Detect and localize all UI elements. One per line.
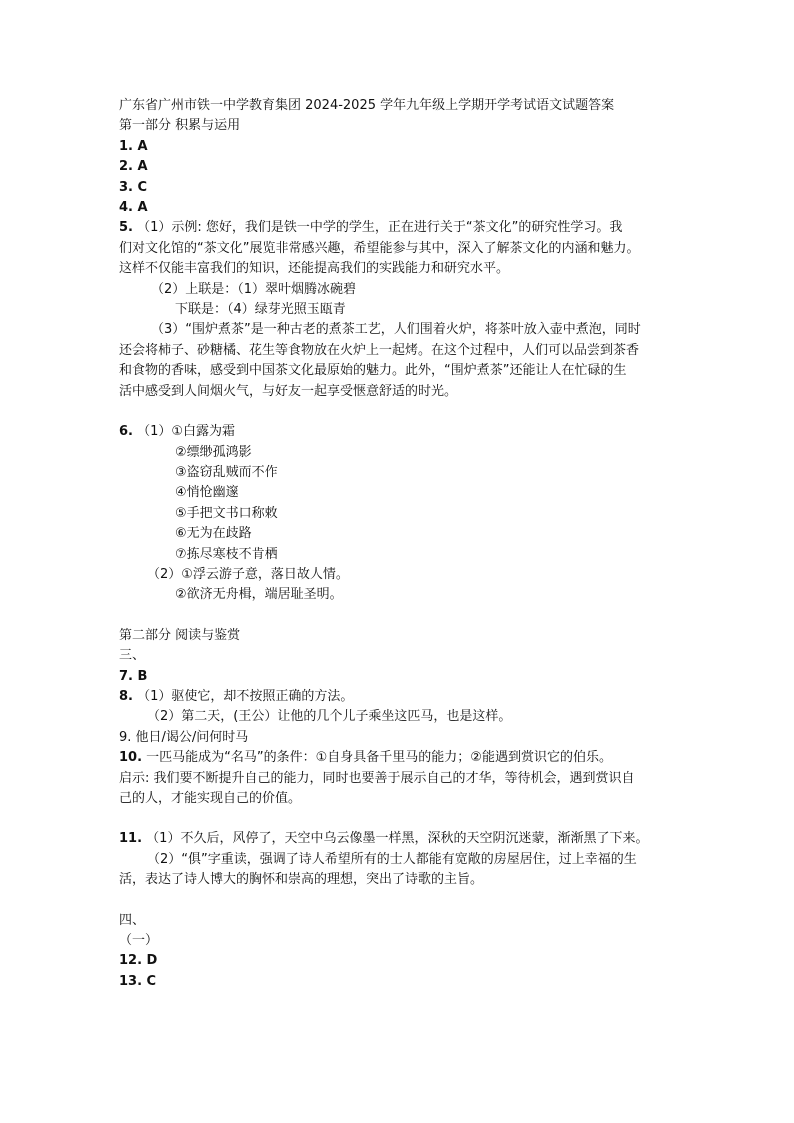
answer-5-part1-line3: 这样不仅能丰富我们的知识，还能提高我们的实践能力和研究水平。 <box>119 261 510 277</box>
answer-8 <box>119 687 689 728</box>
answer-5-part3-line2: 还会将柿子、砂糖橘、花生等食物放在火炉上一起烤。在这个过程中，人们可以品尝到茶香 <box>119 342 640 358</box>
part1-heading: 第一部分 积累与运用 <box>119 118 241 134</box>
answer-8-line1: （1）驱使它，却不按照正确的方法。 <box>137 688 354 704</box>
answer-11-line2: （2）“俱”字重读，强调了诗人希望所有的士人都能有宽敞的房屋居住，过上幸福的生 <box>147 851 637 867</box>
answer-5-part1-line2: 们对文化馆的“茶文化”展览非常感兴趣，希望能参与其中，深入了解茶文化的内涵和魅力。 <box>119 240 640 256</box>
answer-9: 9. 他日/谒公/问何时马 <box>119 729 249 745</box>
answer-6 <box>119 422 689 606</box>
answer-5-part2-line2: 下联是：（4）绿芽光照玉瓯青 <box>175 302 346 318</box>
answer-1: 1. A <box>119 138 148 154</box>
answer-5-part3-line4: 活中感受到人间烟火气，与好友一起享受惬意舒适的时光。 <box>119 383 458 399</box>
answer-12: 12. D <box>119 953 158 969</box>
answer-6-item: ④悄怆幽邃 <box>175 485 239 501</box>
section-4-heading: 四、 <box>119 912 146 928</box>
answer-5-part3-line1: （3）“围炉煮茶”是一种古老的煮茶工艺，人们围着火炉，将茶叶放入壶中煮泡，同时 <box>151 322 641 338</box>
answer-6-part2-line1: （2）①浮云游子意，落日故人情。 <box>147 566 349 582</box>
answer-6-item: ⑦拣尽寒枝不肯栖 <box>175 546 278 562</box>
answer-10-line3: 己的人，才能实现自己的价值。 <box>119 791 302 806</box>
answer-3: 3. C <box>119 179 148 195</box>
answer-6-number: 6. <box>119 424 133 440</box>
answer-6-part1-head: （1）①白露为霜 <box>137 424 236 440</box>
subsection-1-heading: （一） <box>119 933 159 949</box>
answer-8-line2: （2）第二天，(王公）让他的几个儿子乘坐这匹马，也是这样。 <box>147 709 512 725</box>
answer-5-part2-line1: （2）上联是：（1）翠叶烟腾冰碗碧 <box>151 281 357 297</box>
answer-6-item: ⑤手把文书口称敕 <box>175 505 278 521</box>
answer-5-part3-line3: 和食物的香味，感受到中国茶文化最原始的魅力。此外，“围炉煮茶”还能让人在忙碌的生 <box>119 363 627 379</box>
answer-11-line1: （1）不久后，风停了，天空中乌云像墨一样黑，深秋的天空阴沉迷蒙，渐渐黑了下来。 <box>146 831 649 847</box>
answer-2: 2. A <box>119 159 148 175</box>
answer-6-part2-line2: ②欲济无舟楫，端居耻圣明。 <box>175 587 343 603</box>
answer-11 <box>119 829 689 890</box>
answer-6-item: ⑥无为在歧路 <box>175 526 252 542</box>
answer-5-number: 5. <box>119 220 133 236</box>
document-title: 广东省广州市铁一中学教育集团 2024-2025 学年九年级上学期开学考试语文试题答案 <box>119 98 615 113</box>
answer-10-line1: 一匹马能成为“名马”的条件：①自身具备千里马的能力；②能遇到赏识它的伯乐。 <box>146 750 612 766</box>
answer-4: 4. A <box>119 200 148 216</box>
answer-10 <box>119 748 689 809</box>
answer-13: 13. C <box>119 973 157 989</box>
answer-7: 7. B <box>119 668 148 684</box>
answer-11-number: 11. <box>119 831 143 847</box>
answer-6-item: ②缥缈孤鸿影 <box>175 444 252 460</box>
answer-10-number: 10. <box>119 750 143 766</box>
section-3-heading: 三、 <box>119 648 146 664</box>
answer-5 <box>119 218 689 402</box>
answer-6-item: ③盗窃乱贼而不作 <box>175 464 278 480</box>
answer-8-number: 8. <box>119 688 133 704</box>
answer-10-line2: 启示: 我们要不断提升自己的能力，同时也要善于展示自己的才华，等待机会，遇到赏识自 <box>119 770 635 786</box>
answer-11-line3: 活，表达了诗人博大的胸怀和崇高的理想，突出了诗歌的主旨。 <box>119 872 484 888</box>
part2-heading: 第二部分 阅读与鉴赏 <box>119 627 241 643</box>
answer-5-part1-line1: （1）示例: 您好，我们是铁一中学的学生，正在进行关于“茶文化”的研究性学习。我 <box>137 220 623 236</box>
answer-document <box>119 96 689 992</box>
